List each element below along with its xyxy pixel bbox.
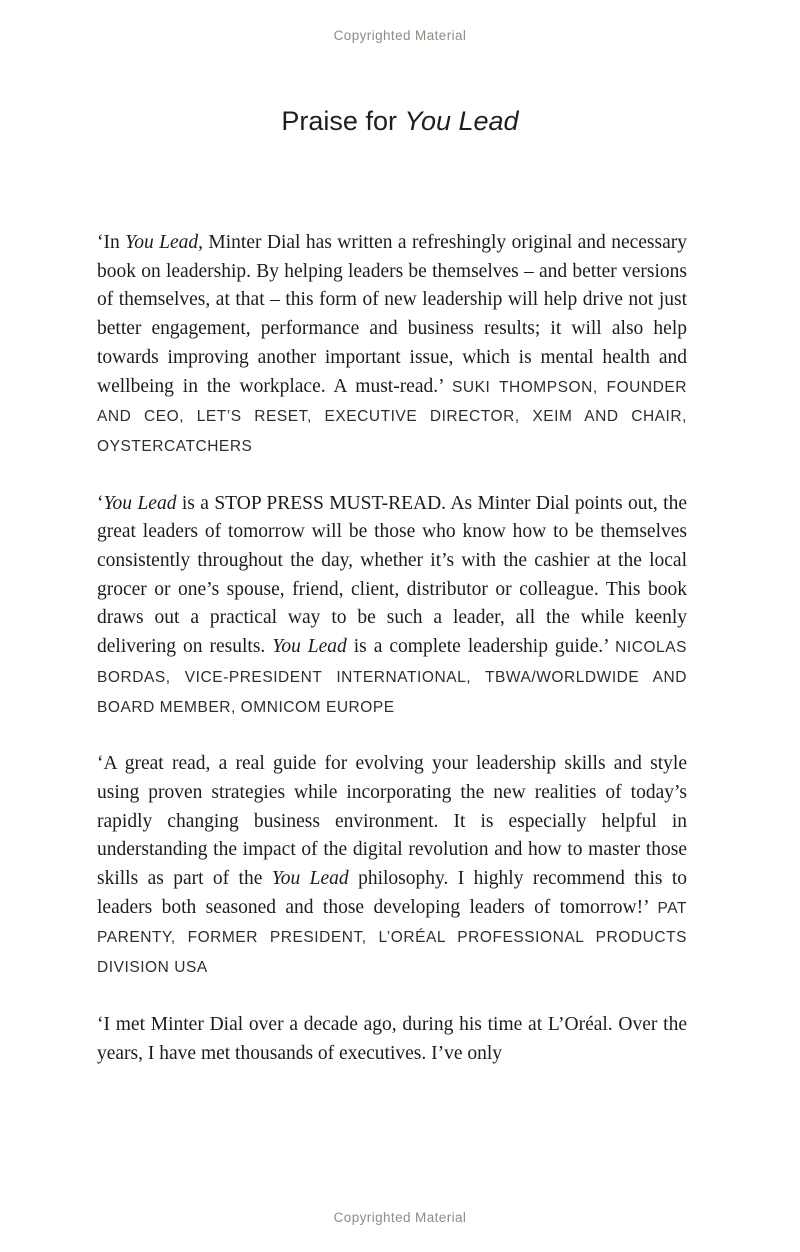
quote-text: ‘ (97, 492, 104, 514)
copyright-notice-top: Copyrighted Material (333, 28, 467, 43)
attribution-text: SUKI THOMPSON, FOUNDER AND CEO, LET’S RESET, EXECUTIVE DIRECTOR, XEIM AND CHAIR, OYSTERCATCHERS (97, 378, 687, 455)
title-prefix: Praise for (281, 106, 405, 136)
praise-paragraph (97, 750, 687, 983)
praise-paragraph (97, 229, 687, 462)
quote-text: ‘In (97, 232, 126, 253)
quote-text: is a STOP PRESS MUST-READ. As Minter Dial points out, the great leaders of tomorrow will be those who know how to be themselves consistently throughout the day, whether it’s with the cashier at the local grocer or one’s spouse, friend, client, distributor or colleague. This book draws out a practical way to be such a leader, all the while keenly delivering on results. (97, 492, 687, 658)
praise-paragraphs (97, 229, 687, 1096)
quote-text: You Lead (271, 868, 349, 890)
quote-text: You Lead (125, 232, 199, 253)
quote-text: You Lead (103, 492, 177, 514)
title-book-name: You Lead (404, 106, 519, 136)
quote-text: is a complete leadership guide.’ (346, 636, 616, 658)
quote-text: You Lead (272, 636, 347, 658)
quote-text: philosophy. I highly recommend this to leaders both seasoned and those developing leaders of tomorrow!’ (97, 868, 687, 918)
quote-text: ‘I met Minter Dial over a decade ago, during his time at L’Oréal. Over the years, I have met thousands of executives. I’ve only (97, 1013, 687, 1064)
attribution-text: NICOLAS BORDAS, VICE-PRESIDENT INTERNATIONAL, TBWA/WORLDWIDE AND BOARD MEMBER, OMNICOM EUROPE (97, 639, 687, 716)
attribution-text: PAT PARENTY, FORMER PRESIDENT, L’ORÉAL PROFESSIONAL PRODUCTS DIVISION USA (97, 899, 687, 977)
quote-text: ‘A great read, a real guide for evolving your leadership skills and style using proven strategies while incorporating the new realities of today’s rapidly changing business environment. It is especially helpful in understanding the impact of the digital revolution and how to master those skills as part of the (97, 753, 687, 890)
page-title (0, 106, 800, 137)
quote-text: , Minter Dial has written a refreshingly original and necessary book on leadership. By helping leaders be themselves – and better versions of themselves, at that – this form of new leadership will help drive not just better engagement, performance and business results; it will also help towards improving another important issue, which is mental health and wellbeing in the workplace. A must-read.’ (97, 232, 687, 397)
copyright-notice-bottom: Copyrighted Material (333, 1210, 467, 1225)
praise-paragraph (97, 1011, 687, 1068)
praise-paragraph (97, 490, 687, 723)
